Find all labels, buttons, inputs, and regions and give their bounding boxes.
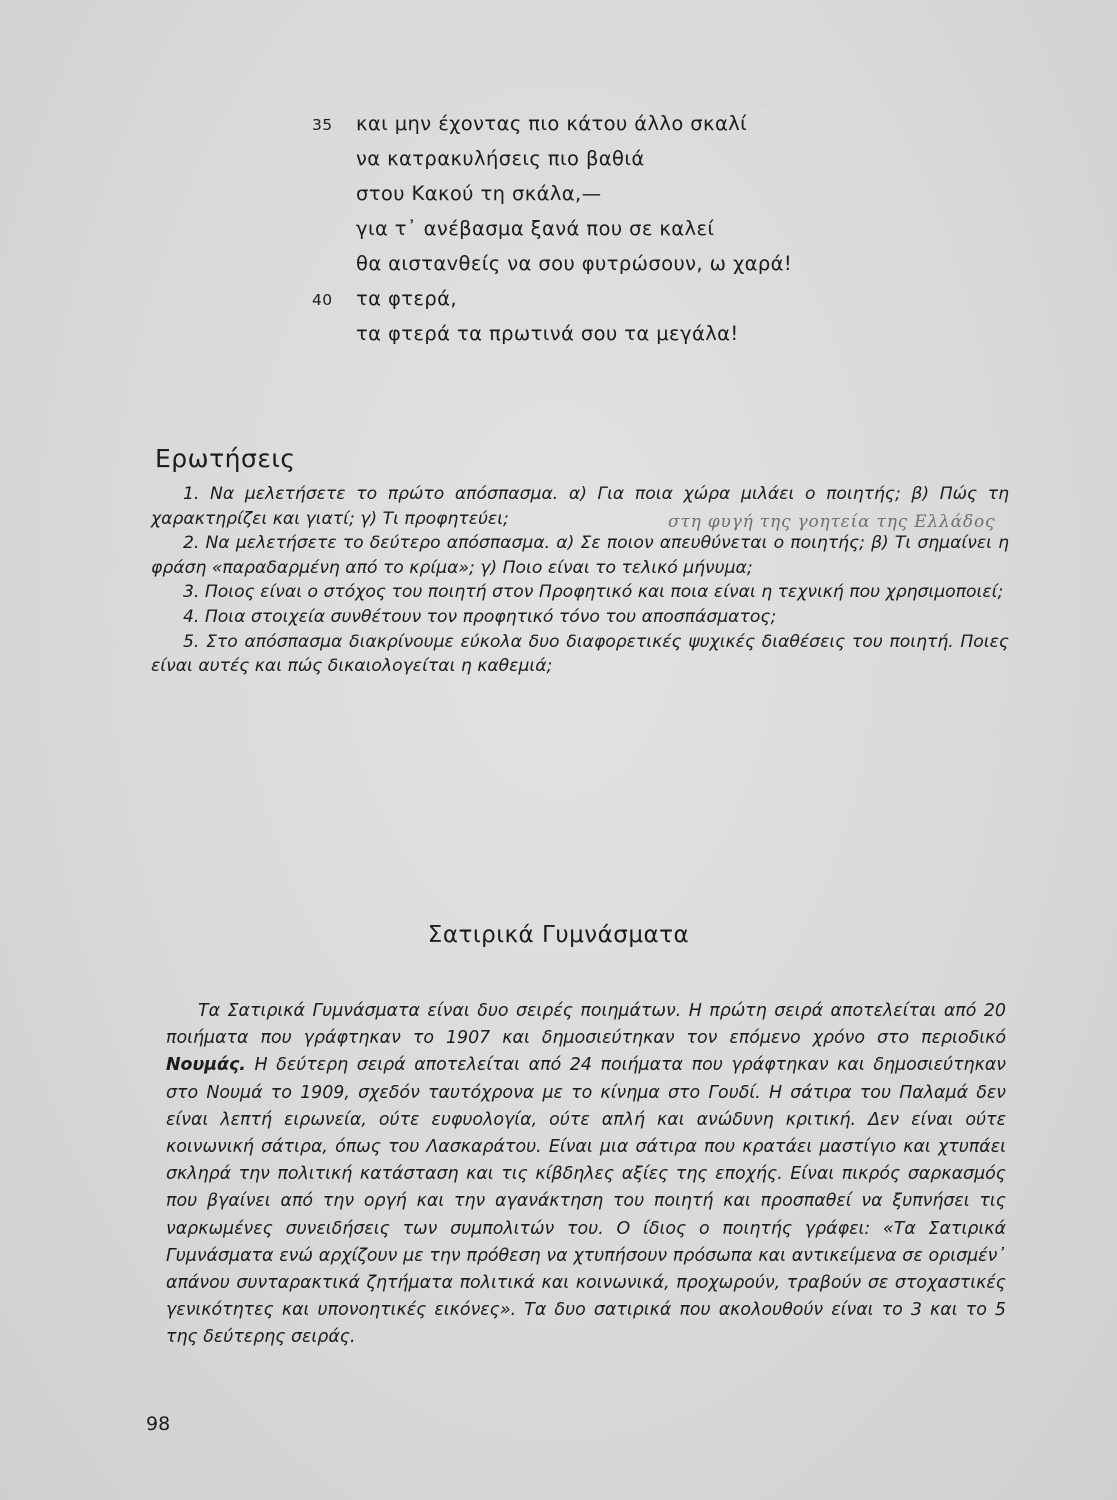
question-item: 2. Να μελετήσετε το δεύτερο απόσπασμα. α) Σε ποιον απευθύνεται ο ποιητής; β) Τι σημαίνει η φράση «παραδαρμένη από το κρίμα»; γ) Ποιο είναι το τελικό μήνυμα;	[151, 533, 1009, 578]
questions-heading: Ερωτήσεις	[155, 444, 296, 473]
show-through-text: ·	[760, 96, 766, 115]
question-item: 1. Να μελετήσετε το πρώτο απόσπασμα. α) Για ποια χώρα μιλάει ο ποιητής; β) Πώς τη χαρακτηρίζει και γιατί; γ) Τι προφητεύει;	[151, 484, 1009, 529]
page-number: 98	[146, 1413, 171, 1435]
question-item: 3. Ποιος είναι ο στόχος του ποιητή στον Προφητικό και ποια είναι η τεχνική που χρησιμοποιεί;	[183, 582, 1004, 603]
intro-text: Η δεύτερη σειρά αποτελείται από 24 ποιήματα που γράφτηκαν και δημοσιεύτηκαν στο Νουμά το 1909, σχεδόν ταυτόχρονα με το κίνημα στο Γουδί. Η σάτιρα του Παλαμά δεν είναι λεπτή ειρωνεία, ούτε ευφυολογία, ούτε απλή και ανώδυνη κριτική. Δεν είναι ούτε κοινωνική σάτιρα, όπως του Λασκαράτου. Είναι μια σάτιρα που κρατάει μαστίγιο και χτυπάει σκληρά την πολιτική κατάσταση και τις κίβδηλες αξίες της εποχής. Είναι πικρός σαρκασμός που βγαίνει από την οργή και την αγανάκτηση του ποιητή και προσπαθεί να ξυπνήσει τις ναρκωμένες συνειδήσεις των συμπολιτών του. Ο ίδιος ο ποιητής γράφει: «Τα Σατιρικά Γυμνάσματα ενώ αρχίζουν με την πρόθεση να χτυπήσουν πρόσωπα και αντικείμενα σε ορισμέν᾽ απάνου συνταρακτικά ζητήματα πολιτικά και κοινωνικά, προχωρούν, τραβούν σε στοχαστικές γενικότητες και υπονοητικές εικόνες». Τα δυο σατιρικά που ακολουθούν είναι το 3 και το 5 της δεύτερης σειράς.	[166, 1055, 1006, 1348]
line-text: για τ᾽ ανέβασμα ξανά που σε καλεί	[356, 217, 715, 240]
line-text: τα φτερά,	[356, 287, 457, 310]
line-text: τα φτερά τα πρωτινά σου τα μεγάλα!	[356, 322, 739, 345]
line-text: θα αισταvθείς να σου φυτρώσουν, ω χαρά!	[356, 252, 793, 275]
journal-name: Νουμάς.	[166, 1055, 246, 1076]
intro-text: Τα Σατιρικά Γυμνάσματα είναι δυο σειρές ποιημάτων. Η πρώτη σειρά αποτελείται από 20 ποιήματα που γράφτηκαν το 1907 και δημοσιεύτηκαν τον επόμενο χρόνο στο περιοδικό	[166, 1001, 1006, 1049]
handwritten-note: στη φυγή της γοητεία της Ελλάδος	[668, 512, 996, 532]
section-title: Σατιρικά Γυμνάσματα	[427, 922, 690, 948]
line-number: 40	[312, 291, 333, 309]
section-intro	[166, 998, 1006, 1352]
line-text: και μην έχοντας πιο κάτου άλλο σκαλί	[356, 112, 748, 135]
question-item: 4. Ποια στοιχεία συνθέτουν τον προφητικό τόνο του αποσπάσματος;	[183, 606, 777, 627]
line-text: στου Κακού τη σκάλα,—	[356, 182, 602, 205]
line-text: να κατρακυλήσεις πιο βαθιά	[356, 147, 645, 170]
line-number: 35	[312, 116, 333, 134]
question-item: 5. Στο απόσπασμα διακρίνουμε εύκολα δυο διαφορετικές ψυχικές διαθέσεις του ποιητή. Ποιες είναι αυτές και πώς δικαιολογείται η καθεμιά;	[151, 631, 1009, 677]
